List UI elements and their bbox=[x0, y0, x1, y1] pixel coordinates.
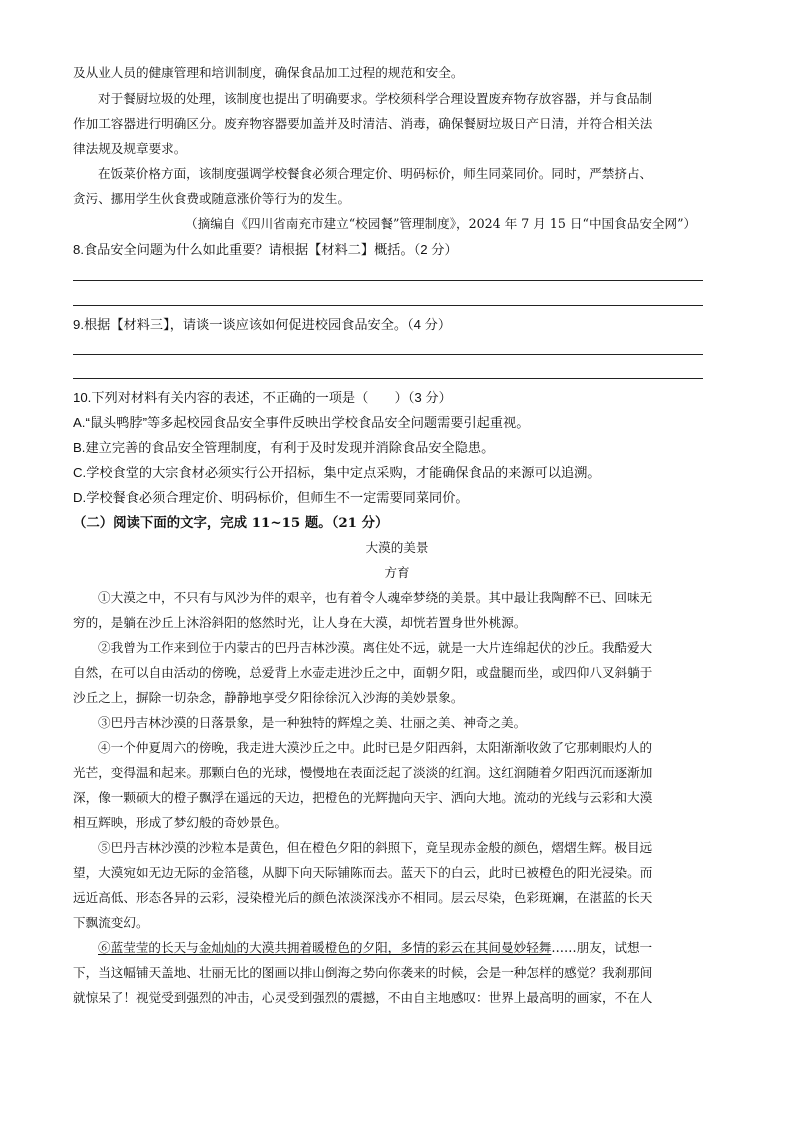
material3-paragraph-line: 律法规及规章要求。 bbox=[73, 141, 187, 156]
article-line: 下飘流变幻。 bbox=[73, 915, 149, 930]
article-line: 远近高低、形态各异的云彩，浸染橙光后的颜色浓淡深浅亦不相同。层云尽染，色彩斑斓，在湛蓝的长天 bbox=[73, 890, 653, 905]
material3-source: （摘编自《四川省南充市建立“校园餐”管理制度》，2024 年 7 月 15 日“中国食品安全网”） bbox=[185, 216, 697, 231]
article-line: 光芒，变得温和起来。那颗白色的光球，慢慢地在表面泛起了淡淡的红润。这红润随着夕阳西沉而逐渐加 bbox=[73, 765, 653, 780]
article-line: ④一个仲夏周六的傍晚，我走进大漠沙丘之中。此时已是夕阳西斜，太阳渐渐收敛了它那刺眼灼人的 bbox=[98, 740, 653, 755]
article-line: 相互辉映，形成了梦幻般的奇妙景色。 bbox=[73, 815, 288, 830]
article-line: 望，大漠宛如无边无际的金箔毯，从脚下向天际铺陈而去。蓝天下的白云，此时已被橙色的阳光浸染。而 bbox=[73, 865, 653, 880]
answer-line[interactable] bbox=[73, 305, 703, 306]
article-line: ②我曾为工作来到位于内蒙古的巴丹吉林沙漠。离住处不远，就是一大片连绵起伏的沙丘。我酷爱大 bbox=[98, 640, 653, 655]
article-line-rest: ……朋友，试想一 bbox=[551, 940, 653, 955]
article-line: 沙丘之上，摒除一切杂念，静静地享受夕阳徐徐沉入沙海的美妙景象。 bbox=[73, 690, 464, 705]
option-d[interactable]: D.学校餐食必须合理定价、明码标价，但师生不一定需要同菜同价。 bbox=[73, 490, 469, 505]
article-line bbox=[98, 938, 652, 958]
article-line: 穷的，是躺在沙丘上沐浴斜阳的悠然时光，让人身在大漠，却恍若置身世外桃源。 bbox=[73, 615, 527, 630]
answer-line[interactable] bbox=[73, 354, 703, 355]
option-a[interactable]: A.“鼠头鸭脖”等多起校园食品安全事件反映出学校食品安全问题需要引起重视。 bbox=[73, 415, 530, 430]
material3-paragraph-line: 贪污、挪用学生伙食费或随意涨价等行为的发生。 bbox=[73, 191, 351, 206]
material3-paragraph-line: 在饭菜价格方面，该制度强调学校餐食必须合理定价、明码标价，师生同菜同价。同时，严禁挤占、 bbox=[98, 166, 653, 181]
article-line: 下，当这幅铺天盖地、壮丽无比的图画以排山倒海之势向你袭来的时候，会是一种怎样的感觉？我刹那间 bbox=[73, 965, 653, 980]
article-line: ③巴丹吉林沙漠的日落景象，是一种独特的辉煌之美、壮丽之美、神奇之美。 bbox=[98, 715, 527, 730]
answer-line[interactable] bbox=[73, 280, 703, 281]
article-line: 就惊呆了！视觉受到强烈的冲击，心灵受到强烈的震撼，不由自主地感叹：世界上最高明的画家，不在人 bbox=[73, 990, 653, 1005]
material3-paragraph-line: 作加工容器进行明确区分。废弃物容器要加盖并及时清洁、消毒，确保餐厨垃圾日产日清，并符合相关法 bbox=[73, 116, 653, 131]
material3-paragraph-line: 及从业人员的健康管理和培训制度，确保食品加工过程的规范和安全。 bbox=[73, 65, 464, 80]
section-heading: （二）阅读下面的文字，完成 11~15 题。（21 分） bbox=[73, 515, 389, 531]
question-9: 9.根据【材料三】，请谈一谈应该如何促进校园食品安全。（4 分） bbox=[73, 317, 452, 332]
article-line: 深，像一颗硕大的橙子飘浮在遥远的天边，把橙色的光辉抛向天宇、洒向大地。流动的光线与云彩和大漠 bbox=[73, 790, 653, 805]
underlined-sentence: ⑥蓝莹莹的长天与金灿灿的大漠共拥着暖橙色的夕阳，多情的彩云在其间曼妙轻舞 bbox=[98, 940, 552, 955]
article-line: 自然，在可以自由活动的傍晚，总爱背上水壶走进沙丘之中，面朝夕阳，或盘腿而坐，或四仰八叉斜躺于 bbox=[73, 665, 653, 680]
article-line: ①大漠之中，不只有与风沙为伴的艰辛，也有着令人魂牵梦绕的美景。其中最让我陶醉不已、回味无 bbox=[98, 590, 653, 605]
question-8: 8.食品安全问题为什么如此重要？请根据【材料二】概括。（2 分） bbox=[73, 242, 458, 257]
article-title: 大漠的美景 bbox=[365, 540, 429, 555]
article-line: ⑤巴丹吉林沙漠的沙粒本是黄色，但在橙色夕阳的斜照下，竟呈现赤金般的颜色，熠熠生辉。极目远 bbox=[98, 840, 653, 855]
article-author: 方育 bbox=[384, 565, 410, 580]
material3-paragraph-line: 对于餐厨垃圾的处理，该制度也提出了明确要求。学校须科学合理设置废弃物存放容器，并与食品制 bbox=[98, 91, 653, 106]
option-b[interactable]: B.建立完善的食品安全管理制度，有利于及时发现并消除食品安全隐患。 bbox=[73, 440, 495, 455]
option-c[interactable]: C.学校食堂的大宗食材必须实行公开招标，集中定点采购，才能确保食品的来源可以追溯。 bbox=[73, 465, 601, 480]
answer-line[interactable] bbox=[73, 378, 703, 379]
question-10-stem: 10.下列对材料有关内容的表述，不正确的一项是（ ）（3 分） bbox=[73, 390, 452, 405]
